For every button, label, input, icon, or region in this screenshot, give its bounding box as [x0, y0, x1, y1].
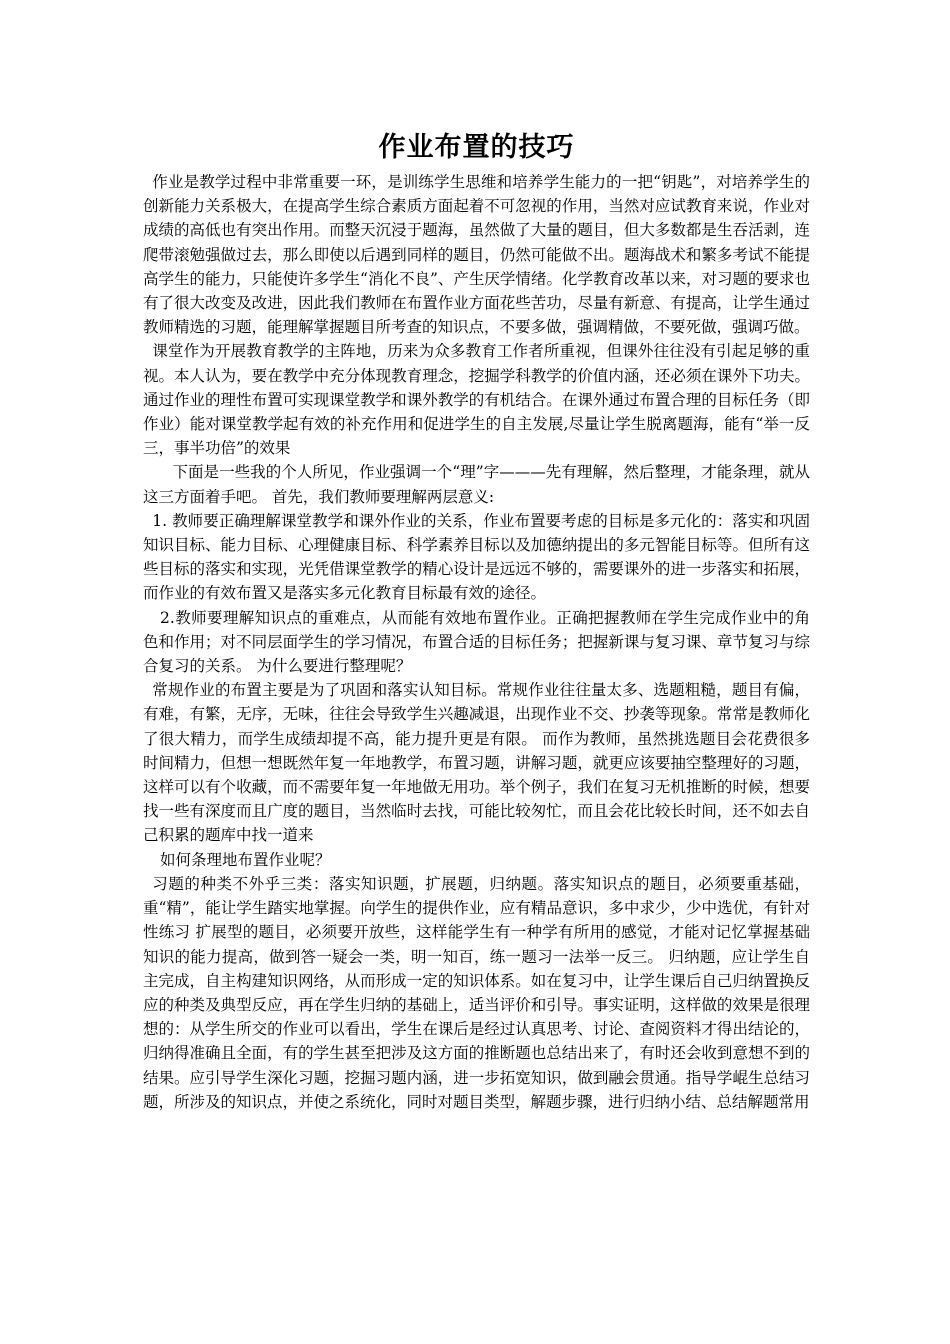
paragraph-point-1: 1. 教师要正确理解课堂教学和课外作业的关系，作业布置要考虑的目标是多元化的：落实和巩固知识目标、能力目标、心理健康目标、科学素养目标以及加德纳提出的多元智能目标等。但所有这些目标的落实和实现，光凭借课堂教学的精心设计是远远不够的，需要课外的进一步落实和拓展，而作业的有效布置又是落实多元化教育目标最有效的途径。 — [143, 511, 810, 603]
paragraph-personal-view: 下面是一些我的个人所见，作业强调一个“理”字———先有理解，然后整理，才能条理，就从这三方面着手吧。 首先，我们教师要理解两层意义: — [143, 463, 810, 506]
paragraph-question: 如何条理地布置作业呢？ — [160, 850, 331, 869]
paragraph-point-2: 2.教师要理解知识点的重难点，从而能有效地布置作业。正确把握教师在学生完成作业中的角色和作用；对不同层面学生的学习情况，布置合适的目标任务；把握新课与复习课、章节复习与综合复习的关系。 为什么要进行整理呢？ — [143, 608, 810, 676]
paragraph-classroom: 课堂作为开展教育教学的主阵地，历来为众多教育工作者所重视，但课外往往没有引起足够的重视。本人认为，要在教学中充分体现教育理念，挖掘学科教学的价值内涵，还必须在课外下功夫。通过作业的理性布置可实现课堂教学和课外教学的有机结合。在课外通过布置合理的目标任务（即作业）能对课堂教学起有效的补充作用和促进学生的自主发展,尽量让学生脱离题海，能有“举一反三，事半功倍”的效果 — [143, 342, 810, 458]
paragraph-exercise-types: 习题的种类不外乎三类：落实知识题，扩展题，归纳题。落实知识点的题目，必须要重基础，重“精”，能让学生踏实地掌握。向学生的提供作业，应有精品意识，多中求少，少中选优，有针对性练习 扩展型的题目，必须要开放些，这样能学生有一种学有所用的感觉，才能对记忆掌握基础知识的能力提高，做到答一疑会一类，明一知百，练一题习一法举一反三。 归纳题，应让学生自主完成，自主构建知识网络，从而形成一定的知识体系。如在复习中，让学生课后自己归纳置换反应的种类及典型反应，再在学生归纳的基础上，适当评价和引导。事实证明，这样做的效果是很理想的：从学生所交的作业可以看出，学生在课后是经过认真思考、讨论、查阅资料才得出结论的，归纳得准确且全面，有的学生甚至把涉及这方面的推断题也总结出来了，有时还会收到意想不到的结果。应引导学生深化习题，挖掘习题内涵，进一步拓宽知识，做到融会贯通。指导学崐生总结习题，所涉及的知识点，并使之系统化，同时对题目类型，解题步骤，进行归纳小结、总结解题常用 — [143, 874, 810, 1111]
document-page — [143, 128, 810, 1114]
paragraph-routine-homework: 常规作业的布置主要是为了巩固和落实认知目标。常规作业往往量太多、选题粗糙，题目有偏，有难，有繁，无序，无味，往往会导致学生兴趣减退，出现作业不交、抄袭等现象。常常是教师化了很大精力，而学生成绩却提不高，能力提升更是有限。 而作为教师，虽然挑选题目会花费很多时间精力，但想一想既然年复一年地教学，布置习题，讲解习题，就更应该要抽空整理好的习题，这样可以有个收藏，而不需要年复一年地做无用功。举个例子，我们在复习无机推断的时候，想要找一些有深度而且广度的题目，当然临时去找，可能比较匆忙，而且会花比较长时间，还不如去自己积累的题库中找一道来 — [143, 681, 810, 845]
paragraph-intro: 作业是教学过程中非常重要一环，是训练学生思维和培养学生能力的一把“钥匙”，对培养学生的创新能力关系极大，在提高学生综合素质方面起着不可忽视的作用，当然对应试教育来说，作业对成绩的高低也有突出作用。而整天沉浸于题海，虽然做了大量的题目，但大多数都是生吞活剥，连爬带滚勉强做过去，那么即使以后遇到同样的题目，仍然可能做不出。题海战术和繁多考试不能提高学生的能力，只能使许多学生“消化不良”、产生厌学情绪。化学教育改革以来，对习题的要求也有了很大改变及改进，因此我们教师在布置作业方面花些苦功，尽量有新意、有提高，让学生通过教师精选的习题，能理解掌握题目所考查的知识点，不要多做，强调精做，不要死做，强调巧做。 — [143, 173, 810, 337]
document-title: 作业布置的技巧 — [378, 132, 575, 163]
